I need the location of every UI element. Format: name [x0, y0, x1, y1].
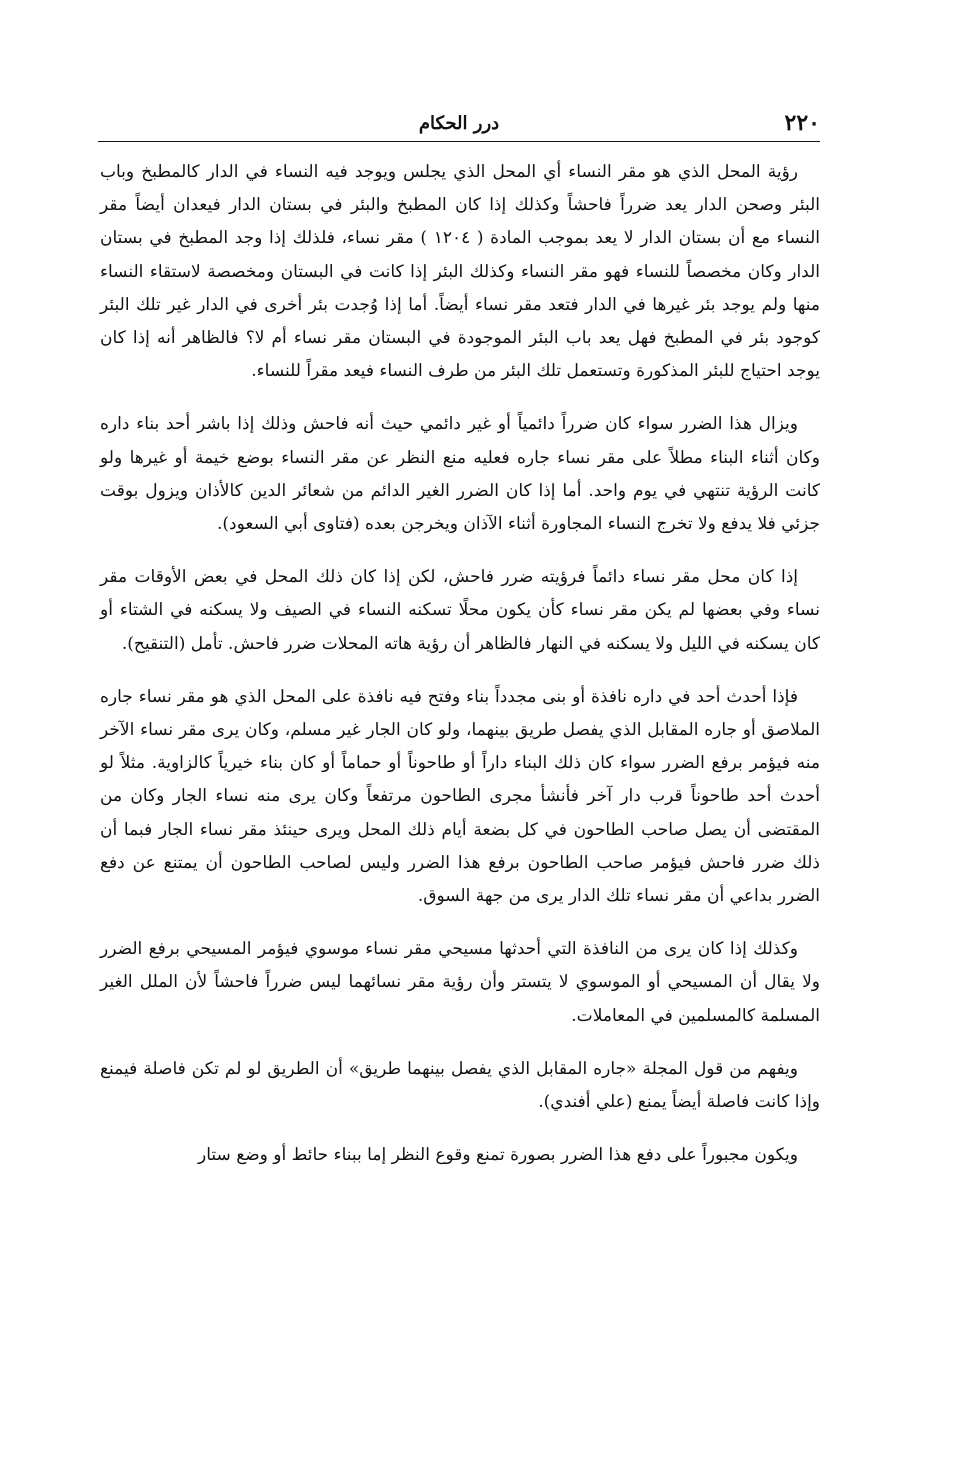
paragraph: وكذلك إذا كان يرى من النافذة التي أحدثها مسيحي مقر نساء موسوي فيؤمر المسيحي برفع الضرر ولا يقال أن المسيحي أو الموسوي لا يتستر وأن رؤية مقر نسائهما ليس ضرراً فاحشاً لأن الملل الغير المسلمة كالمسلمين في المعاملات.: [100, 939, 820, 1026]
paragraph: إذا كان محل مقر نساء دائماً فرؤيته ضرر فاحش، لكن إذا كان ذلك المحل في بعض الأوقات مقر نساء وفي بعضها لم يكن مقر نساء كأن يكون محلًا تسكنه النساء في الصيف ولا يسكنه في الشتاء أو كان يسكنه في الليل ولا يسكنه في النهار فالظاهر أن رؤية هاته المحلات ضرر فاحش. تأمل (التنقيح).: [100, 567, 820, 654]
paragraph: رؤية المحل الذي هو مقر النساء أي المحل الذي يجلس ويوجد فيه النساء في الدار كالمطبخ وباب البئر وصحن الدار يعد ضرراً فاحشاً وكذلك إذا كان المطبخ والبئر في بستان الدار فيعدان أيضاً مقر النساء مع أن بستان الدار لا يعد بموجب المادة ( ١٢٠٤ ) مقر نساء، فلذلك إذا وجد المطبخ في بستان الدار وكان مخصصاً للنساء فهو مقر النساء وكذلك البئر إذا كانت في البستان ومخصصة لاستقاء النساء منها ولم يوجد بئر غيرها في الدار فتعد مقر نساء أيضاً. أما إذا وُجدت بئر أخرى في الدار غير تلك البئر كوجود بئر في المطبخ فهل يعد باب البئر الموجودة في البستان مقر نساء أم لا؟ فالظاهر أنه إذا كان يوجد احتياج للبئر المذكورة وتستعمل تلك البئر من طرف النساء فيعد مقراً للنساء.: [100, 162, 820, 382]
page-header: [98, 108, 820, 140]
body-text: [100, 156, 820, 1172]
header-divider: [98, 141, 820, 142]
paragraph: ويفهم من قول المجلة «جاره المقابل الذي يفصل بينهما طريق» أن الطريق لو لم تكن فاصلة فيمنع وإذا كانت فاصلة أيضاً يمنع (علي أفندي).: [100, 1058, 820, 1113]
running-title: درر الحكام: [418, 113, 500, 134]
paragraph: ويكون مجبوراً على دفع هذا الضرر بصورة تمنع وقوع النظر إما ببناء حائط أو وضع ستار: [198, 1145, 798, 1166]
paragraph: ويزال هذا الضرر سواء كان ضرراً دائمياً أو غير دائمي حيث أنه فاحش وذلك إذا باشر أحد بناء داره وكان أثناء البناء مطلاً على مقر نساء جاره فعليه منع النظر عن مقر النساء بوضع خيمة أو غيرها ولو كانت الرؤية تنتهي في يوم واحد. أما إذا كان الضرر الغير الدائم من شعائر الدين كالأذان ويزول بوقت جزئي فلا يدفع ولا تخرج النساء المجاورة أثناء الآذان ويخرجن بعده (فتاوى أبي السعود).: [100, 414, 820, 535]
paragraph: فإذا أحدث أحد في داره نافذة أو بنى مجدداً بناء وفتح فيه نافذة على المحل الذي هو مقر نساء جاره الملاصق أو جاره المقابل الذي يفصل طريق بينهما، ولو كان الجار غير مسلم، وكان يرى مقر نساء الآخر منه فيؤمر برفع الضرر سواء كان ذلك البناء داراً أو طاحوناً أو حماماً أو كان بناء خيرياً كالزاوية. مثلاً لو أحدث أحد طاحوناً قرب دار آخر فأنشأ مجرى الطاحون مرتفعاً وكان يرى منه نساء الجار وكان من المقتضى أن يصل صاحب الطاحون في كل بضعة أيام ذلك المحل ويرى حينئذ مقر نساء الجار فبما أن ذلك ضرر فاحش فيؤمر صاحب الطاحون برفع هذا الضرر وليس لصاحب الطاحون أن يمتنع عن دفع الضرر بداعي أن مقر نساء تلك الدار يرى من جهة السوق.: [100, 686, 821, 907]
page-number: ٢٢٠: [784, 110, 820, 136]
